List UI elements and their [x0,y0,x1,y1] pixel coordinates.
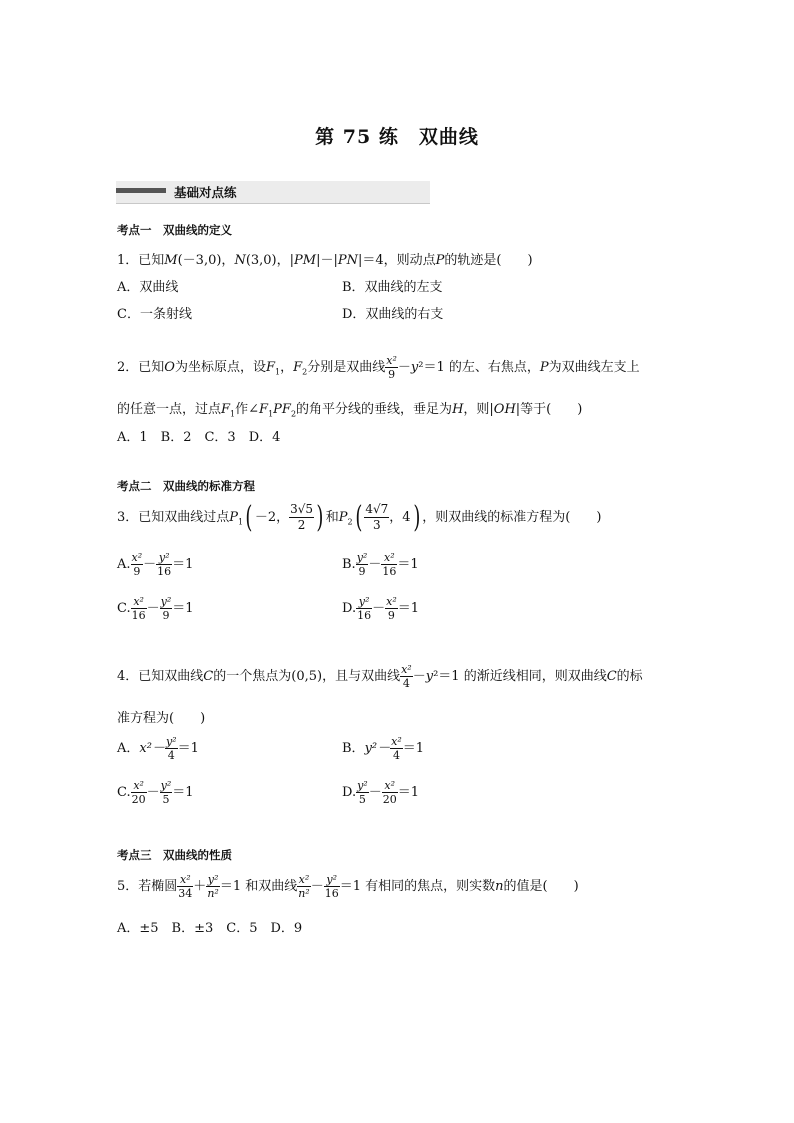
q3a-label: A. [117,557,131,572]
question-4-line-2: 准方程为( ) [117,711,206,726]
q3b-op: － [368,557,382,572]
q3c-n2: y² [160,595,172,608]
q4c-n2: y² [160,779,172,792]
q3-option-c[interactable] [117,595,194,622]
q4-option-b[interactable] [342,735,424,762]
q3b-d2: 16 [382,565,397,578]
q2-text-a: 已知 [138,360,165,375]
q1-option-a[interactable]: A．双曲线 [117,280,179,295]
q2-l2-m: |等于( ) [515,402,583,417]
q1-var-m: M [164,253,178,268]
q3c-frac-2 [160,595,173,622]
topic-heading-3: 考点三 双曲线的性质 [117,848,232,862]
q5-text-e: 的值是( ) [503,879,579,894]
q1-text-k: 的轨迹是( ) [444,253,533,268]
q3d-frac-2 [385,595,398,622]
q3-frac-1 [289,502,314,533]
question-3-stem [117,499,602,535]
q1-var-n: N [234,253,246,268]
q3d-n2: x² [386,595,397,608]
q4d-frac-2 [382,779,398,806]
section-title: 基础对点练 [174,185,237,200]
q3a-frac-1 [131,551,144,578]
q2-l2-l: OH [493,402,516,417]
q3-paren-close-2: ) [412,499,420,535]
q1-text-a: 已知 [138,253,165,268]
q2-l2-c: 1 [230,409,236,419]
q4d-n1: y² [357,779,368,792]
q4-number: 4． [117,669,139,684]
q5-f3-num: x² [298,873,310,886]
q1-text-e: (3,0)，| [245,253,295,268]
q3b-label: B. [342,557,356,572]
q3-and: 和 [325,510,339,525]
q4c-d1: 20 [131,793,146,806]
q2-var-f: F [265,360,276,375]
q2-var-p: P [539,360,549,375]
q4d-op: － [368,785,382,800]
q3b-n1: y² [356,551,368,564]
q2-l2-g: PF [273,402,291,417]
q3c-eq: ＝1 [172,601,194,616]
q2-l2-i: 的角平分线的垂线，垂足为 [296,402,453,417]
q4b-frac [390,735,403,762]
q5-number: 5． [117,879,139,894]
q5-f4-den: 16 [324,887,339,900]
q3b-n2: x² [381,551,397,565]
question-2-stem [117,354,640,381]
q2-text-l: ²＝1 的左、右焦点， [418,360,540,375]
q2-options[interactable]: A．1 B．2 C．3 D．4 [117,430,281,445]
q3d-n1: y² [356,595,372,609]
q3d-eq: ＝1 [397,601,420,616]
q3d-d1: 16 [357,609,372,622]
q4b-eq: ＝1 [402,741,425,756]
q3a-d2: 16 [157,565,172,578]
q2-text-j: － [397,360,411,375]
q3b-frac-2 [381,551,397,578]
q4b-label: B． [342,741,365,756]
section-banner [116,181,430,204]
q2-l2-h: 2 [290,409,297,419]
q2-fraction [385,354,398,381]
q1-text-i: |＝4，则动点 [357,253,436,268]
page-title: 第 75 练 双曲线 [315,126,479,148]
q2-var-f2: F [293,360,303,375]
q3d-label: D. [342,601,357,616]
q4d-n2: x² [382,779,398,793]
q4-frac-num: x² [401,663,412,676]
q2-l2-e: F [259,402,269,417]
q3a-frac-2 [156,551,172,578]
q4c-eq: ＝1 [172,785,194,800]
q3-number: 3． [117,510,139,525]
q4-option-d[interactable] [342,779,419,806]
q1-var-pn: PN [337,253,358,268]
q3c-label: C. [117,601,131,616]
q4c-op: － [146,785,160,800]
q4a-n: y² [165,735,177,748]
q3a-n2: y² [156,551,172,565]
q4-var-c2: C [606,669,617,684]
question-2-line-2 [117,398,582,419]
q3-paren-open-2: ( [354,499,363,535]
q3-frac-2-num: 4√7 [365,502,389,516]
q5-frac-1 [177,873,193,900]
q2-l2-b: F [221,402,231,417]
q5-text-b: ＝1 和双曲线 [219,879,298,894]
q3a-op: － [143,557,157,572]
q3a-n1: x² [131,551,143,564]
q4-option-a[interactable] [117,735,199,762]
banner-mark [116,188,166,193]
q2-frac-num: x² [386,354,397,367]
q3-option-b[interactable] [342,551,419,578]
q1-var-pm: PM [294,253,317,268]
q5-plus: ＋ [193,879,207,894]
q4a-frac [165,735,178,762]
q2-frac-den: 9 [388,368,396,381]
q3c-n1: x² [131,595,147,609]
q5-text-a: 若椭圆 [138,879,178,894]
q4b-n: x² [391,735,402,748]
q3b-d1: 9 [358,565,366,578]
q2-l2-d: 作∠ [235,402,260,417]
q4b-d: 4 [392,749,400,762]
q3c-d2: 9 [162,609,170,622]
q1-option-c[interactable]: C．一条射线 [117,307,192,322]
q5-minus: － [310,879,324,894]
question-5-stem [117,873,579,900]
q3b-eq: ＝1 [397,557,419,572]
q3a-d1: 9 [133,565,141,578]
q4-text-c: 的一个焦点为(0,5)，且与双曲线 [213,669,401,684]
q3-tail: ，则双曲线的标准方程为( ) [422,510,602,525]
q4-text-a: 已知双曲线 [138,669,204,684]
q3-frac-2-den: 3 [373,518,381,532]
q3a-eq: ＝1 [172,557,194,572]
q4d-d2: 20 [382,793,397,806]
q5-options[interactable]: A．±5 B．±3 C．5 D．9 [117,921,303,936]
q2-text-i: 分别是双曲线 [307,360,386,375]
q5-f1-num: x² [177,873,193,887]
q3c-frac-1 [131,595,147,622]
q3-sub-2: 2 [347,517,353,527]
q4c-d2: 5 [162,793,170,806]
q3-frac-1-den: 2 [297,518,306,532]
q3-var-p2: P [338,510,348,525]
q5-f4-num: y² [324,873,340,887]
q4-var-y: y [425,669,434,684]
q3-val-2: ，4 [389,510,411,525]
q3-frac-2 [364,502,389,533]
q5-var-n: n [495,879,504,894]
q1-text-c: (－3,0)， [177,253,235,268]
q2-l2-a: 的任意一点，过点 [117,402,222,417]
q2-number: 2． [117,360,139,375]
q1-text-g: |－| [316,253,338,268]
q4b-pre: y²－ [364,741,391,756]
q2-sub-2: 2 [302,367,308,377]
q4c-frac-2 [160,779,173,806]
q4-text-d: － [412,669,426,684]
q3c-d1: 16 [131,609,146,622]
q3-var-p1: P [229,510,239,525]
q4c-n1: x² [131,779,147,793]
q4-text-h: 的标 [616,669,643,684]
q5-f1-den: 34 [178,887,193,900]
q4d-label: D. [342,785,357,800]
q4d-d1: 5 [358,793,366,806]
q1-var-p: P [435,253,445,268]
q4-text-f: ²＝1 的渐近线相同，则双曲线 [433,669,607,684]
q4-frac-den: 4 [402,677,410,690]
q5-text-c: ＝1 有相同的焦点，则实数 [339,879,496,894]
q2-var-o: O [164,360,175,375]
q5-f2-den: n² [207,887,219,900]
q4a-pre: x²－ [139,741,165,756]
q3c-op: － [146,601,160,616]
q3-paren-close-1: ) [316,499,324,535]
q3-frac-1-num: 3√5 [290,502,314,516]
q4-fraction [400,663,413,690]
question-4-stem [117,663,643,690]
q3-val-1: －2， [254,510,290,525]
q3d-op: － [372,601,386,616]
q2-l2-k: ，则| [463,402,494,417]
q4a-eq: ＝1 [177,741,199,756]
q5-f3-den: n² [298,887,310,900]
q5-frac-3 [297,873,311,900]
topic-heading-1: 考点一 双曲线的定义 [117,223,232,237]
q5-f2-num: y² [207,873,219,886]
q3-option-a[interactable] [117,551,193,578]
topic-heading-2: 考点二 双曲线的标准方程 [117,479,255,493]
q4d-eq: ＝1 [397,785,420,800]
q5-frac-4 [324,873,340,900]
q3-option-d[interactable] [342,595,419,622]
q3-text-a: 已知双曲线过点 [138,510,230,525]
q2-l2-f: 1 [268,409,274,419]
q2-var-y: y [410,360,419,375]
q3-paren-open-1: ( [245,499,253,535]
q3d-d2: 9 [387,609,395,622]
q1-number: 1． [117,253,139,268]
q4c-frac-1 [131,779,147,806]
q5-frac-2 [206,873,220,900]
q4a-label: A． [117,741,140,756]
q3-sub-1: 1 [238,517,244,527]
q2-l2-j: H [452,402,464,417]
q3d-frac-1 [356,595,372,622]
q4-option-c[interactable] [117,779,194,806]
q3b-frac-1 [356,551,369,578]
question-1-stem [117,249,533,268]
q4d-frac-1 [356,779,369,806]
q4-var-c: C [203,669,214,684]
q1-option-d[interactable]: D．双曲线的右支 [342,307,444,322]
q1-option-b[interactable]: B．双曲线的左支 [342,280,443,295]
q2-text-c: 为坐标原点，设 [174,360,266,375]
q4c-label: C. [117,785,131,800]
q2-text-f: ， [280,360,294,375]
q2-sub-1: 1 [275,367,281,377]
q2-text-n: 为双曲线左支上 [548,360,640,375]
q4a-d: 4 [167,749,175,762]
